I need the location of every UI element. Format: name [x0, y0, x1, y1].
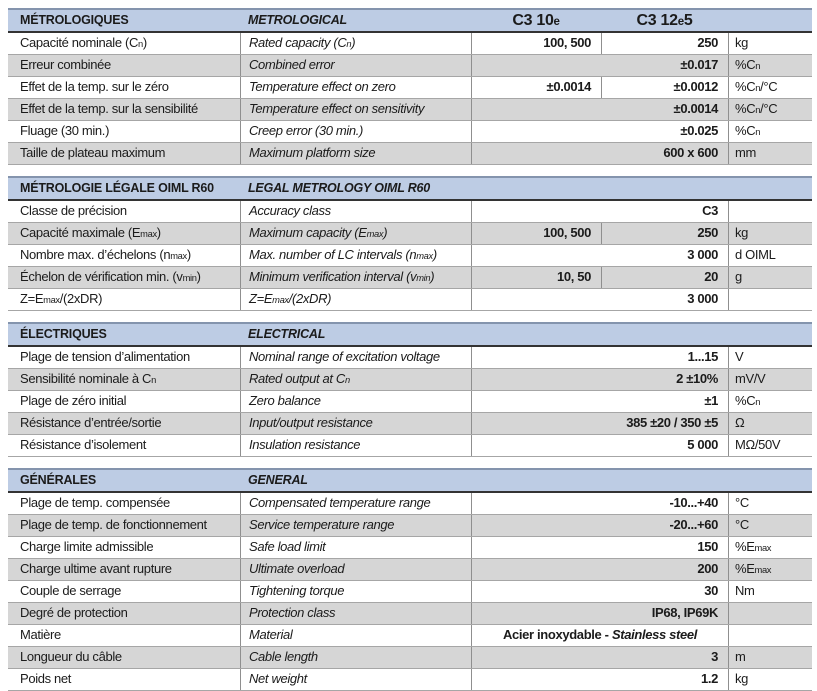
- value-model-2: 250: [601, 33, 728, 54]
- section-rows: [8, 493, 812, 691]
- section-title-fr: GÉNÉRALES: [20, 473, 96, 487]
- param-name-en: Input/output resistance: [240, 413, 471, 434]
- param-name-en: Net weight: [240, 669, 471, 690]
- spec-row: [8, 99, 812, 121]
- section-header: [8, 468, 812, 493]
- param-name-en: Temperature effect on zero: [240, 77, 471, 98]
- value-merged: ±0.0014: [471, 99, 728, 120]
- spec-row: [8, 77, 812, 99]
- unit-cell: %Cn: [728, 55, 812, 76]
- param-name-en: Z=Emax/(2xDR): [240, 289, 471, 310]
- param-name-fr: Plage de zéro initial: [20, 393, 127, 408]
- spec-row: [8, 493, 812, 515]
- spec-row: [8, 223, 812, 245]
- value-model-2: 250: [601, 223, 728, 244]
- param-name-en: Tightening torque: [240, 581, 471, 602]
- unit-cell: kg: [728, 33, 812, 54]
- section-title-fr: MÉTROLOGIE LÉGALE OIML R60: [20, 181, 214, 195]
- unit-cell: Nm: [728, 581, 812, 602]
- value-merged: 1.2: [471, 669, 728, 690]
- param-name-fr: Nombre max. d’échelons (nmax): [20, 247, 191, 262]
- param-name-en: Maximum capacity (Emax): [240, 223, 471, 244]
- value-merged: 150: [471, 537, 728, 558]
- param-name-fr: Erreur combinée: [20, 57, 111, 72]
- spec-row: [8, 559, 812, 581]
- value-merged: ±0.017: [471, 55, 728, 76]
- unit-cell: [728, 603, 812, 624]
- param-name-en: Insulation resistance: [240, 435, 471, 456]
- unit-cell: d OIML: [728, 245, 812, 266]
- unit-cell: [728, 625, 812, 646]
- unit-cell: %Cn/°C: [728, 77, 812, 98]
- value-merged: ±0.025: [471, 121, 728, 142]
- param-name-en: Service temperature range: [240, 515, 471, 536]
- value-model-2: ±0.0012: [601, 77, 728, 98]
- spec-section: [8, 322, 812, 457]
- value-merged: C3: [471, 201, 728, 222]
- value-merged: 5 000: [471, 435, 728, 456]
- section-header: [8, 8, 812, 33]
- param-name-fr: Plage de temp. compensée: [20, 495, 170, 510]
- param-name-fr: Fluage (30 min.): [20, 123, 110, 138]
- param-name-en: Zero balance: [240, 391, 471, 412]
- section-rows: [8, 201, 812, 311]
- column-header-model-2: C3 12e5: [636, 12, 693, 29]
- param-name-fr: Capacité maximale (Emax): [20, 225, 161, 240]
- unit-cell: °C: [728, 493, 812, 514]
- section-title-en: METROLOGICAL: [248, 13, 347, 27]
- value-model-1: ±0.0014: [471, 77, 601, 98]
- param-name-en: Maximum platform size: [240, 143, 471, 164]
- param-name-en: Accuracy class: [240, 201, 471, 222]
- spec-row: [8, 435, 812, 457]
- value-merged: ±1: [471, 391, 728, 412]
- spec-section: [8, 176, 812, 311]
- spec-section: [8, 468, 812, 691]
- param-name-en: Compensated temperature range: [240, 493, 471, 514]
- section-header: [8, 322, 812, 347]
- param-name-fr: Longueur du câble: [20, 649, 122, 664]
- param-name-fr: Charge limite admissible: [20, 539, 154, 554]
- value-merged: 3 000: [471, 289, 728, 310]
- section-header: [8, 176, 812, 201]
- column-header-model-1: C3 10e: [512, 12, 560, 29]
- spec-row: [8, 55, 812, 77]
- param-name-fr: Résistance d’isolement: [20, 437, 146, 452]
- value-merged: 1...15: [471, 347, 728, 368]
- spec-row: [8, 515, 812, 537]
- param-name-fr: Effet de la temp. sur la sensibilité: [20, 101, 198, 116]
- param-name-en: Protection class: [240, 603, 471, 624]
- param-name-fr: Charge ultime avant rupture: [20, 561, 172, 576]
- spec-row: [8, 669, 812, 691]
- spec-row: [8, 143, 812, 165]
- unit-cell: %Cn/°C: [728, 99, 812, 120]
- section-title-fr: ÉLECTRIQUES: [20, 327, 107, 341]
- spec-row: [8, 625, 812, 647]
- value-merged: 3 000: [471, 245, 728, 266]
- spec-row: [8, 537, 812, 559]
- value-merged: 385 ±20 / 350 ±5: [471, 413, 728, 434]
- param-name-fr: Sensibilité nominale à Cn: [20, 371, 156, 386]
- value-merged: 600 x 600: [471, 143, 728, 164]
- value-merged: Acier inoxydable - Stainless steel: [471, 625, 728, 646]
- spec-row: [8, 603, 812, 625]
- param-name-fr: Capacité nominale (Cn): [20, 35, 147, 50]
- value-model-1: 10, 50: [471, 267, 601, 288]
- param-name-en: Material: [240, 625, 471, 646]
- unit-cell: kg: [728, 223, 812, 244]
- unit-cell: °C: [728, 515, 812, 536]
- param-name-en: Rated capacity (Cn): [240, 33, 471, 54]
- value-merged: 3: [471, 647, 728, 668]
- param-name-fr: Résistance d’entrée/sortie: [20, 415, 162, 430]
- unit-cell: %Cn: [728, 391, 812, 412]
- unit-cell: m: [728, 647, 812, 668]
- param-name-en: Max. number of LC intervals (nmax): [240, 245, 471, 266]
- param-name-fr: Poids net: [20, 671, 72, 686]
- spec-section: [8, 8, 812, 165]
- section-title-en: LEGAL METROLOGY OIML R60: [248, 181, 431, 195]
- section-rows: [8, 347, 812, 457]
- spec-row: [8, 347, 812, 369]
- value-merged: 2 ±10%: [471, 369, 728, 390]
- param-name-fr: Z=Emax/(2xDR): [20, 291, 103, 306]
- spec-row: [8, 289, 812, 311]
- unit-cell: MΩ/50V: [728, 435, 812, 456]
- param-name-en: Rated output at Cn: [240, 369, 471, 390]
- param-name-fr: Effet de la temp. sur le zéro: [20, 79, 169, 94]
- value-merged: IP68, IP69K: [471, 603, 728, 624]
- spec-row: [8, 581, 812, 603]
- value-model-1: 100, 500: [471, 223, 601, 244]
- value-merged: -10...+40: [471, 493, 728, 514]
- param-name-fr: Degré de protection: [20, 605, 128, 620]
- param-name-en: Safe load limit: [240, 537, 471, 558]
- param-name-en: Nominal range of excitation voltage: [240, 347, 471, 368]
- param-name-fr: Plage de tension d’alimentation: [20, 349, 190, 364]
- param-name-en: Temperature effect on sensitivity: [240, 99, 471, 120]
- spec-row: [8, 413, 812, 435]
- value-model-2: 20: [601, 267, 728, 288]
- section-title-en: ELECTRICAL: [248, 327, 326, 341]
- unit-cell: mV/V: [728, 369, 812, 390]
- param-name-fr: Matière: [20, 627, 61, 642]
- unit-cell: kg: [728, 669, 812, 690]
- value-merged: -20...+60: [471, 515, 728, 536]
- param-name-fr: Taille de plateau maximum: [20, 145, 166, 160]
- param-name-en: Cable length: [240, 647, 471, 668]
- param-name-en: Creep error (30 min.): [240, 121, 471, 142]
- unit-cell: V: [728, 347, 812, 368]
- spec-row: [8, 369, 812, 391]
- param-name-fr: Couple de serrage: [20, 583, 122, 598]
- spec-row: [8, 267, 812, 289]
- unit-cell: mm: [728, 143, 812, 164]
- spec-row: [8, 201, 812, 223]
- unit-cell: %Emax: [728, 559, 812, 580]
- section-title-en: GENERAL: [248, 473, 308, 487]
- section-title-fr: MÉTROLOGIQUES: [20, 13, 129, 27]
- spec-row: [8, 121, 812, 143]
- unit-cell: %Emax: [728, 537, 812, 558]
- value-merged: 200: [471, 559, 728, 580]
- param-name-fr: Plage de temp. de fonctionnement: [20, 517, 207, 532]
- spec-row: [8, 647, 812, 669]
- spec-row: [8, 33, 812, 55]
- param-name-fr: Échelon de vérification min. (vmin): [20, 269, 201, 284]
- spec-row: [8, 245, 812, 267]
- section-rows: [8, 33, 812, 165]
- unit-cell: [728, 201, 812, 222]
- param-name-en: Minimum verification interval (vmin): [240, 267, 471, 288]
- unit-cell: [728, 289, 812, 310]
- param-name-fr: Classe de précision: [20, 203, 127, 218]
- unit-cell: %Cn: [728, 121, 812, 142]
- unit-cell: Ω: [728, 413, 812, 434]
- spec-row: [8, 391, 812, 413]
- unit-cell: g: [728, 267, 812, 288]
- value-model-1: 100, 500: [471, 33, 601, 54]
- param-name-en: Combined error: [240, 55, 471, 76]
- value-merged: 30: [471, 581, 728, 602]
- param-name-en: Ultimate overload: [240, 559, 471, 580]
